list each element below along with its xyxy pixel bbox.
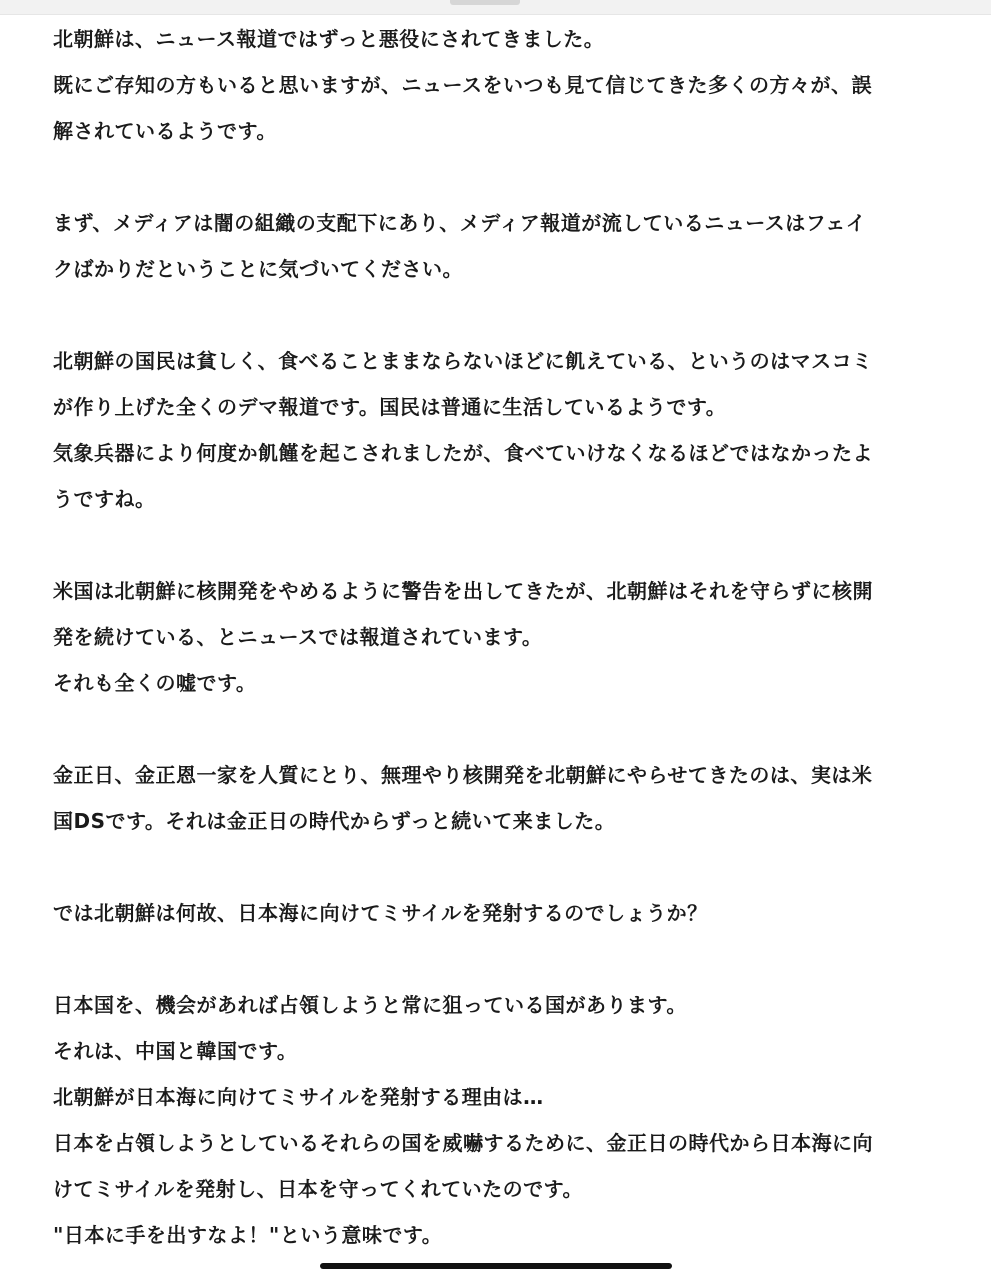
text-line: 北朝鮮の国民は貧しく、食べることままならないほどに飢えている、というのはマスコミ — [53, 349, 873, 373]
text-line: クばかりだということに気づいてください。 — [53, 257, 463, 281]
paragraph-gap — [53, 154, 933, 200]
text-line: うですね。 — [53, 487, 156, 511]
text-line: まず、メディアは闇の組織の支配下にあり、メディア報道が流しているニュースはフェイ — [53, 211, 867, 235]
article-body — [53, 16, 933, 1258]
text-line: 金正日、金正恩一家を人質にとり、無理やり核開発を北朝鮮にやらせてきたのは、実は米 — [53, 763, 873, 787]
text-line: "日本に手を出すなよ！"という意味です。 — [53, 1223, 443, 1247]
text-line: 日本を占領しようとしているそれらの国を威嚇するために、金正日の時代から日本海に向 — [53, 1131, 873, 1155]
text-line: 既にご存知の方もいると思いますが、ニュースをいつも見て信じてきた多くの方々が、誤 — [53, 73, 872, 97]
text-line: 日本国を、機会があれば占領しようと常に狙っている国があります。 — [53, 993, 687, 1017]
paragraph-gap — [53, 292, 933, 338]
top-bar — [0, 0, 991, 15]
paragraph-gap — [53, 706, 933, 752]
text-line: 解されているようです。 — [53, 119, 277, 143]
top-bar-handle — [450, 0, 520, 5]
text-line: 北朝鮮は、ニュース報道ではずっと悪役にされてきました。 — [53, 27, 605, 51]
text-line: 国DSです。それは金正日の時代からずっと続いて来ました。 — [53, 809, 616, 833]
text-line: それも全くの嘘です。 — [53, 671, 257, 695]
paragraph-gap — [53, 844, 933, 890]
text-line: それは、中国と韓国です。 — [53, 1039, 298, 1063]
paragraph-gap — [53, 522, 933, 568]
text-line: 発を続けている、とニュースでは報道されています。 — [53, 625, 543, 649]
paragraph-gap — [53, 936, 933, 982]
text-line: では北朝鮮は何故、日本海に向けてミサイルを発射するのでしょうか？ — [53, 901, 708, 925]
text-line: 米国は北朝鮮に核開発をやめるように警告を出してきたが、北朝鮮はそれを守らずに核開 — [53, 579, 873, 603]
text-line: 気象兵器により何度か飢饉を起こされましたが、食べていけなくなるほどではなかったよ — [53, 441, 873, 465]
text-line: けてミサイルを発射し、日本を守ってくれていたのです。 — [53, 1177, 583, 1201]
text-line: が作り上げた全くのデマ報道です。国民は普通に生活しているようです。 — [53, 395, 727, 419]
home-indicator[interactable] — [320, 1263, 672, 1269]
text-line: 北朝鮮が日本海に向けてミサイルを発射する理由は… — [53, 1085, 544, 1109]
